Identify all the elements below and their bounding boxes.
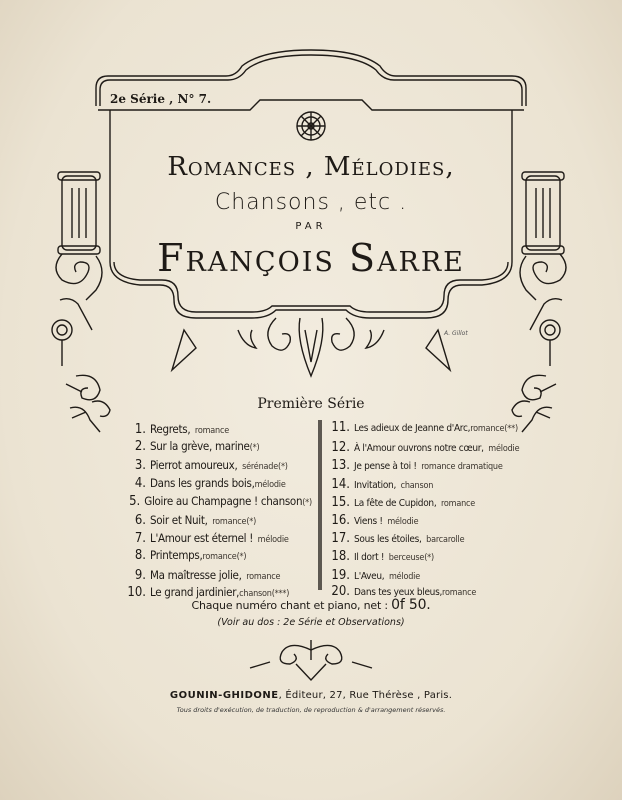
song-title: Dans les grands bois,: [150, 475, 255, 490]
song-number: 10.: [127, 584, 146, 600]
composer-name: François Sarre: [157, 236, 465, 280]
list-item: [326, 437, 531, 455]
song-genre: romance dramatique: [421, 462, 503, 473]
song-title: Viens !: [354, 515, 383, 527]
rights-notice: Tous droits d'exécution, de traduction, de reproduction & d'arrangement réservés.: [176, 706, 446, 714]
song-number: 3.: [134, 458, 146, 474]
song-genre: romance: [246, 571, 281, 582]
song-genre: romance: [442, 587, 477, 598]
song-genre: mélodie: [388, 571, 421, 582]
by-label: PAR: [295, 221, 327, 232]
song-genre: mélodie: [257, 535, 289, 546]
song-number: 15.: [331, 494, 350, 510]
song-number: 11.: [331, 420, 350, 435]
song-genre: barcarolle: [426, 535, 465, 546]
song-title: Invitation,: [354, 479, 397, 491]
list-item: [326, 546, 531, 564]
list-item: [122, 474, 312, 492]
song-genre: mélodie: [387, 516, 419, 527]
song-genre: chanson: [400, 480, 434, 491]
song-number: 18.: [331, 549, 350, 565]
song-genre: chanson(***): [239, 588, 290, 599]
song-genre: sérénade(*): [242, 462, 288, 473]
song-title: Le grand jardinier,: [150, 584, 240, 599]
song-number: 9.: [134, 567, 146, 583]
back-cover-note: (Voir au dos : 2e Série et Observations): [217, 617, 405, 628]
title-line-2: Chansons , etc .: [214, 190, 408, 215]
song-number: 7.: [134, 531, 146, 547]
song-title: Dans tes yeux bleus,: [354, 586, 443, 598]
publisher-name: GOUNIN-GHIDONE: [169, 690, 279, 701]
song-number: 6.: [134, 512, 146, 528]
song-number: 19.: [331, 567, 350, 583]
song-genre: (*): [249, 443, 260, 454]
song-number: 1.: [134, 422, 146, 437]
song-title: Regrets,: [150, 422, 191, 436]
list-item: [326, 419, 531, 437]
song-genre: (*): [302, 497, 312, 508]
publisher-line: [0, 690, 622, 701]
song-number: 13.: [331, 458, 350, 474]
price-text: Chaque numéro chant et piano, net :: [191, 599, 388, 612]
song-title: L'Amour est éternel !: [150, 531, 254, 546]
song-genre: mélodie: [488, 444, 520, 455]
list-item: [122, 437, 312, 455]
series-number: 2e Série , N° 7.: [110, 92, 212, 106]
song-genre: romance(*): [212, 516, 257, 527]
song-number: 8.: [134, 548, 146, 564]
list-item: [122, 492, 312, 510]
song-list-right: [326, 419, 531, 601]
list-item: [326, 528, 531, 546]
song-title: Ma maîtresse jolie,: [150, 567, 242, 582]
song-title: Les adieux de Jeanne d'Arc,: [354, 423, 471, 434]
list-item: [122, 455, 312, 473]
song-number: 14.: [331, 476, 350, 492]
list-item: [122, 528, 312, 546]
title-line-1: Romances , Mélodies,: [167, 152, 455, 182]
song-title: Gloire au Champagne ! chanson: [144, 493, 303, 508]
list-item: [122, 419, 312, 437]
song-title: L'Aveu,: [354, 570, 385, 582]
engraver-signature: A. Gillot: [444, 330, 468, 337]
song-number: 12.: [331, 440, 350, 456]
song-number: 5.: [129, 493, 141, 509]
list-item: [326, 492, 531, 510]
song-genre: romance(**): [470, 424, 518, 434]
section-title: Première Série: [257, 396, 365, 412]
song-title: Sous les étoiles,: [354, 534, 422, 546]
song-title: Printemps,: [150, 548, 203, 563]
song-number: 17.: [331, 531, 350, 547]
publisher-address: , Éditeur, 27, Rue Thérèse , Paris.: [278, 690, 453, 701]
price-line: [0, 597, 622, 613]
song-title: Soir et Nuit,: [150, 512, 208, 527]
song-genre: berceuse(*): [388, 553, 434, 564]
song-number: 2.: [134, 439, 146, 455]
song-number: 20.: [331, 583, 350, 599]
song-title: Il dort !: [354, 552, 385, 564]
song-number: 16.: [331, 512, 350, 528]
song-list-left: [122, 419, 312, 601]
song-genre: mélodie: [254, 479, 286, 490]
song-genre: romance(*): [202, 552, 247, 563]
song-title: À l'Amour ouvrons notre cœur,: [354, 443, 484, 455]
list-item: [122, 510, 312, 528]
song-title: Je pense à toi !: [354, 461, 417, 473]
song-title: Pierrot amoureux,: [150, 458, 238, 473]
list-item: [122, 565, 312, 583]
list-item: [326, 455, 531, 473]
song-number: 4.: [134, 475, 146, 491]
song-title: La fête de Cupidon,: [354, 497, 437, 509]
song-genre: romance: [440, 498, 476, 509]
song-title: Sur la grève, marine: [150, 439, 250, 454]
price-value: 0f 50.: [391, 597, 431, 613]
song-genre: romance: [194, 426, 229, 436]
